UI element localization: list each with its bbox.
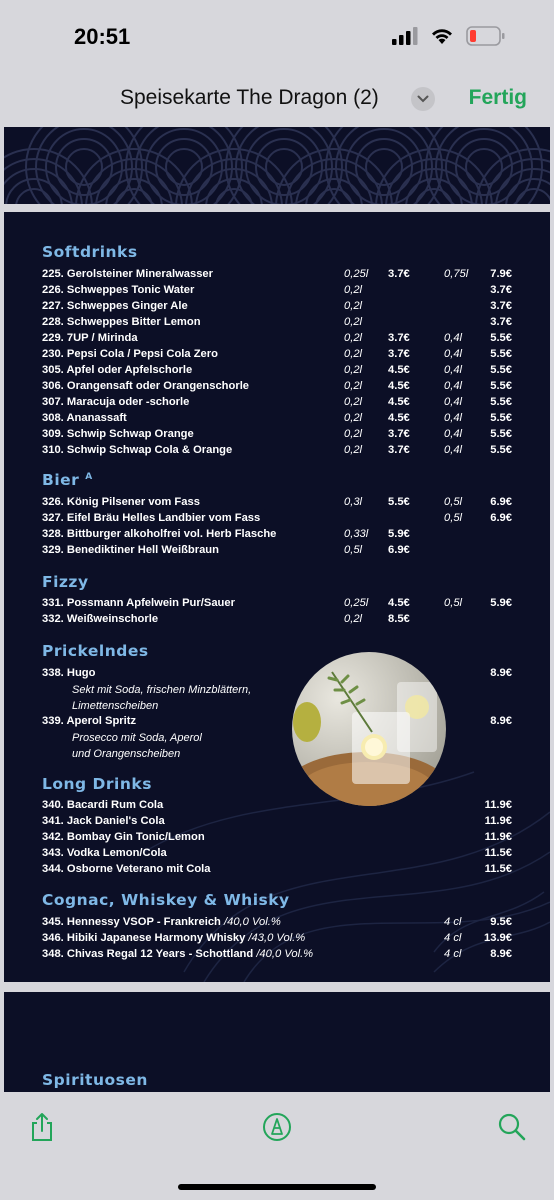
menu-item-name: 331. Possmann Apfelwein Pur/Sauer xyxy=(42,597,235,609)
menu-item-volume-large: 0,4l xyxy=(444,380,463,392)
menu-item-price-small: 4.5€ xyxy=(388,364,410,376)
menu-item-price-small: 3.7€ xyxy=(388,444,410,456)
menu-item xyxy=(4,916,550,932)
menu-item xyxy=(4,428,550,444)
menu-item-price: 8.9€ xyxy=(490,948,512,960)
menu-item-price-large: 5.5€ xyxy=(490,364,512,376)
menu-item xyxy=(4,512,550,528)
navigation-bar xyxy=(0,80,554,120)
markup-pen-icon xyxy=(262,1112,292,1142)
menu-item-name: 340. Bacardi Rum Cola xyxy=(42,799,164,811)
menu-item-volume-large: 0,75l xyxy=(444,268,469,280)
menu-item-name: 342. Bombay Gin Tonic/Lemon xyxy=(42,831,205,843)
search-icon xyxy=(497,1112,527,1142)
menu-item-price-large: 6.9€ xyxy=(490,512,512,524)
menu-item xyxy=(4,268,550,284)
menu-item-price-large: 5.5€ xyxy=(490,332,512,344)
menu-item-hugo xyxy=(4,667,550,683)
menu-item-alcohol-content: /43,0 Vol.% xyxy=(245,932,306,944)
menu-item-price: 11.9€ xyxy=(484,799,512,811)
share-button[interactable] xyxy=(28,1112,58,1142)
menu-item-name: 307. Maracuja oder -schorle xyxy=(42,396,190,408)
title-chevron-down-icon[interactable] xyxy=(411,87,435,111)
menu-item xyxy=(4,412,550,428)
menu-item-aperol-spritz xyxy=(4,715,550,731)
menu-item xyxy=(4,316,550,332)
menu-item-price: 11.9€ xyxy=(484,815,512,827)
menu-item-price-large: 3.7€ xyxy=(490,284,512,296)
cellular-signal-icon xyxy=(392,27,418,45)
pdf-page-1 xyxy=(4,127,550,204)
menu-item-name: 329. Benediktiner Hell Weißbraun xyxy=(42,544,219,556)
menu-item xyxy=(4,364,550,380)
menu-item xyxy=(4,799,550,815)
menu-item-price-large: 5.9€ xyxy=(490,597,512,609)
section-title-fizzy: Fizzy xyxy=(42,573,89,591)
menu-item xyxy=(4,332,550,348)
menu-item-name: 226. Schweppes Tonic Water xyxy=(42,284,195,296)
menu-item-volume-large: 0,4l xyxy=(444,348,463,360)
menu-item-volume-large: 0,4l xyxy=(444,412,463,424)
menu-item xyxy=(4,847,550,863)
menu-item-price-large: 6.9€ xyxy=(490,496,512,508)
menu-item-volume-small: 0,5l xyxy=(344,544,363,556)
status-bar xyxy=(0,0,554,80)
menu-item xyxy=(4,496,550,512)
menu-item-volume-small: 0,2l xyxy=(344,380,363,392)
section-title-long-drinks: Long Drinks xyxy=(42,775,152,793)
menu-item-volume-large: 0,4l xyxy=(444,364,463,376)
menu-item-volume-small: 0,2l xyxy=(344,613,363,625)
menu-item-volume-small: 0,2l xyxy=(344,284,363,296)
menu-item-name: 230. Pepsi Cola / Pepsi Cola Zero xyxy=(42,348,218,360)
menu-item-name: 228. Schweppes Bitter Lemon xyxy=(42,316,201,328)
menu-item-price-small: 4.5€ xyxy=(388,380,410,392)
menu-item-price-large: 5.5€ xyxy=(490,444,512,456)
menu-item xyxy=(4,528,550,544)
menu-item-amount: 4 cl xyxy=(444,948,462,960)
menu-item-volume-large: 0,5l xyxy=(444,512,463,524)
menu-item-amount: 4 cl xyxy=(444,932,462,944)
menu-item-description: Sekt mit Soda, frischen Minzblättern, xyxy=(72,684,252,696)
menu-item xyxy=(4,300,550,316)
menu-item xyxy=(4,948,550,964)
menu-item-price-small: 4.5€ xyxy=(388,396,410,408)
menu-item xyxy=(4,597,550,613)
menu-item-name: 308. Ananassaft xyxy=(42,412,127,424)
menu-item-name: 326. König Pilsener vom Fass xyxy=(42,496,200,508)
menu-item-price-large: 5.5€ xyxy=(490,428,512,440)
share-icon xyxy=(28,1112,56,1142)
section-title-softdrinks: Softdrinks xyxy=(42,243,138,261)
menu-item-price-large: 5.5€ xyxy=(490,396,512,408)
menu-item-volume-small: 0,2l xyxy=(344,444,363,456)
menu-item xyxy=(4,396,550,412)
home-indicator xyxy=(178,1184,376,1190)
menu-item-volume-large: 0,5l xyxy=(444,597,463,609)
menu-item-price-small: 6.9€ xyxy=(388,544,410,556)
menu-item xyxy=(4,444,550,460)
menu-item-price-small: 4.5€ xyxy=(388,412,410,424)
menu-item xyxy=(4,348,550,364)
menu-item-price-small: 3.7€ xyxy=(388,348,410,360)
menu-item-price-small: 3.7€ xyxy=(388,428,410,440)
menu-item-name: 328. Bittburger alkoholfrei vol. Herb Flasche xyxy=(42,528,277,540)
menu-item-volume-small: 0,33l xyxy=(344,528,369,540)
menu-item-price: 11.5€ xyxy=(484,863,512,875)
done-button[interactable]: Fertig xyxy=(468,86,527,109)
menu-item-volume-small: 0,25l xyxy=(344,268,369,280)
menu-item-price: 11.9€ xyxy=(484,831,512,843)
menu-item-name: 327. Eifel Bräu Helles Landbier vom Fass xyxy=(42,512,261,524)
menu-item xyxy=(4,380,550,396)
menu-item-price: 9.5€ xyxy=(490,916,512,928)
menu-item-description: Prosecco mit Soda, Aperol xyxy=(72,732,202,744)
cocktail-photo xyxy=(292,652,446,806)
menu-item-name: 310. Schwip Schwap Cola & Orange xyxy=(42,444,233,456)
menu-item-price-small: 8.5€ xyxy=(388,613,410,625)
wave-pattern-decoration xyxy=(4,127,550,204)
menu-item-name: 339. Aperol Spritz xyxy=(42,715,137,727)
menu-item-name: 348. Chivas Regal 12 Years - Schottland /40,0 Vol.% xyxy=(42,948,314,960)
menu-item-volume-small: 0,2l xyxy=(344,332,363,344)
menu-item-name: 309. Schwip Schwap Orange xyxy=(42,428,194,440)
menu-item-volume-small: 0,2l xyxy=(344,428,363,440)
section-title-cognac: Cognac, Whiskey & Whisky xyxy=(42,891,290,909)
menu-item-price: 11.5€ xyxy=(484,847,512,859)
menu-item-price-small: 4.5€ xyxy=(388,597,410,609)
menu-item-volume-large: 0,4l xyxy=(444,396,463,408)
menu-item-price-small: 3.7€ xyxy=(388,332,410,344)
menu-item-volume-large: 0,5l xyxy=(444,496,463,508)
menu-item-name: 341. Jack Daniel's Cola xyxy=(42,815,165,827)
section-title-spirituosen: Spirituosen xyxy=(42,1071,148,1089)
menu-item-price-large: 3.7€ xyxy=(490,300,512,312)
menu-item xyxy=(4,932,550,948)
menu-item-name: 305. Apfel oder Apfelschorle xyxy=(42,364,193,376)
menu-item-volume-large: 0,4l xyxy=(444,332,463,344)
menu-item xyxy=(4,815,550,831)
menu-item-price-large: 5.5€ xyxy=(490,380,512,392)
menu-item-name: 344. Osborne Veterano mit Cola xyxy=(42,863,211,875)
menu-item-description: Limettenscheiben xyxy=(72,700,159,712)
menu-item-name: 306. Orangensaft oder Orangenschorle xyxy=(42,380,250,392)
menu-item-volume-small: 0,2l xyxy=(344,348,363,360)
status-icons xyxy=(392,26,506,46)
menu-item-name: 229. 7UP / Mirinda xyxy=(42,332,138,344)
pdf-page-3 xyxy=(4,992,550,1092)
menu-item-price-small: 5.5€ xyxy=(388,496,410,508)
menu-item-price: 8.9€ xyxy=(490,667,512,679)
section-title-prickelndes: Prickelndes xyxy=(42,642,149,660)
wifi-icon xyxy=(430,27,454,45)
menu-item xyxy=(4,831,550,847)
section-title-bier: Bier $^A$ xyxy=(42,471,93,489)
menu-item-volume-small: 0,3l xyxy=(344,496,363,508)
menu-item-volume-small: 0,2l xyxy=(344,396,363,408)
status-time: 20:51 xyxy=(74,24,131,49)
menu-item-volume-small: 0,2l xyxy=(344,412,363,424)
menu-item-alcohol-content: /40,0 Vol.% xyxy=(220,916,281,928)
menu-item-name: 225. Gerolsteiner Mineralwasser xyxy=(42,268,214,280)
menu-item-description: und Orangenscheiben xyxy=(72,748,181,760)
menu-item-name: 345. Hennessy VSOP - Frankreich /40,0 Vol.% xyxy=(42,916,281,928)
battery-low-icon xyxy=(466,26,506,46)
menu-item-volume-small: 0,2l xyxy=(344,300,363,312)
menu-item-amount: 4 cl xyxy=(444,916,462,928)
markup-button[interactable] xyxy=(262,1112,292,1142)
document-title[interactable]: Speisekarte The Dragon (2) xyxy=(120,86,379,109)
menu-item xyxy=(4,544,550,560)
menu-item-price: 13.9€ xyxy=(484,932,512,944)
menu-item-price: 8.9€ xyxy=(490,715,512,727)
menu-item-name: 346. Hibiki Japanese Harmony Whisky /43,0 Vol.% xyxy=(42,932,306,944)
search-button[interactable] xyxy=(497,1112,527,1142)
menu-item-volume-large: 0,4l xyxy=(444,428,463,440)
menu-item-volume-small: 0,2l xyxy=(344,316,363,328)
menu-item xyxy=(4,613,550,629)
menu-item-price-large: 3.7€ xyxy=(490,316,512,328)
menu-item-name: 332. Weißweinschorle xyxy=(42,613,159,625)
menu-item xyxy=(4,284,550,300)
menu-item xyxy=(4,863,550,879)
menu-item-price-small: 5.9€ xyxy=(388,528,410,540)
menu-item-name: 343. Vodka Lemon/Cola xyxy=(42,847,167,859)
menu-item-volume-small: 0,2l xyxy=(344,364,363,376)
menu-item-price-large: 5.5€ xyxy=(490,348,512,360)
menu-item-price-small: 3.7€ xyxy=(388,268,410,280)
menu-item-volume-small: 0,25l xyxy=(344,597,369,609)
bottom-toolbar xyxy=(0,1092,554,1200)
menu-item-name: 227. Schweppes Ginger Ale xyxy=(42,300,188,312)
menu-item-price-large: 5.5€ xyxy=(490,412,512,424)
menu-item-alcohol-content: /40,0 Vol.% xyxy=(253,948,314,960)
menu-item-volume-large: 0,4l xyxy=(444,444,463,456)
pdf-page-2 xyxy=(4,212,550,982)
menu-item-name: 338. Hugo xyxy=(42,667,96,679)
menu-item-price-large: 7.9€ xyxy=(490,268,512,280)
